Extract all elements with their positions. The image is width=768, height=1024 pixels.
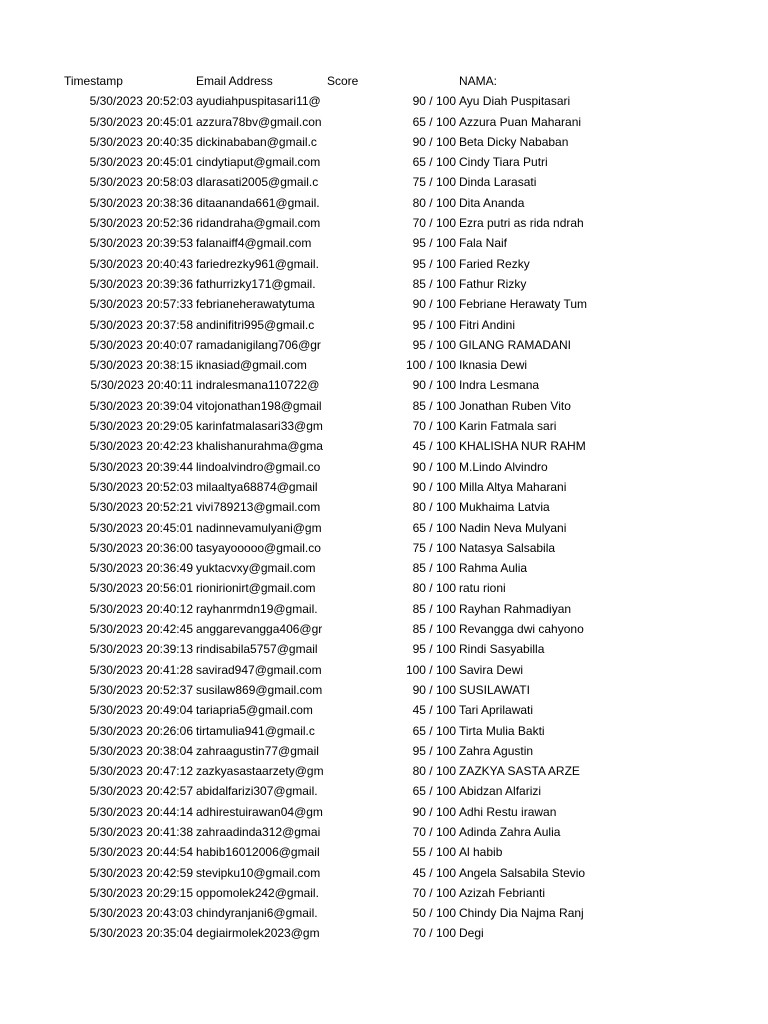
score-cell: 90 / 100	[412, 479, 456, 494]
name-cell: Dinda Larasati	[459, 175, 537, 190]
timestamp-cell: 5/30/2023 20:41:38	[89, 824, 193, 839]
table-row	[0, 335, 768, 355]
table-row	[0, 721, 768, 741]
timestamp-cell: 5/30/2023 20:52:37	[89, 682, 193, 697]
timestamp-cell: 5/30/2023 20:29:15	[89, 885, 193, 900]
email-cell: ramadanigilang706@gr	[196, 337, 321, 352]
email-cell: rayhanrmdn19@gmail.	[196, 601, 318, 616]
email-cell: dickinababan@gmail.c	[196, 134, 317, 149]
table-row	[0, 355, 768, 375]
name-cell: Degi	[459, 926, 484, 941]
name-cell: Tirta Mulia Bakti	[459, 723, 545, 738]
email-cell: oppomolek242@gmail.	[196, 885, 319, 900]
table-row	[0, 923, 768, 943]
score-cell: 80 / 100	[412, 195, 456, 210]
header-timestamp: Timestamp	[64, 74, 123, 88]
name-cell: ratu rioni	[459, 581, 506, 596]
score-cell: 85 / 100	[412, 622, 456, 637]
timestamp-cell: 5/30/2023 20:37:58	[89, 317, 193, 332]
name-cell: Jonathan Ruben Vito	[459, 398, 571, 413]
name-cell: Karin Fatmala sari	[459, 419, 557, 434]
table-row	[0, 254, 768, 274]
score-cell: 70 / 100	[412, 419, 456, 434]
score-cell: 80 / 100	[412, 500, 456, 515]
score-cell: 75 / 100	[412, 540, 456, 555]
name-cell: Azizah Febrianti	[459, 885, 546, 900]
timestamp-cell: 5/30/2023 20:42:59	[89, 865, 193, 880]
score-cell: 85 / 100	[412, 561, 456, 576]
timestamp-cell: 5/30/2023 20:40:35	[89, 134, 193, 149]
email-cell: abidalfarizi307@gmail.	[196, 784, 318, 799]
table-row	[0, 315, 768, 335]
name-cell: Revangga dwi cahyono	[459, 622, 584, 637]
timestamp-cell: 5/30/2023 20:40:43	[89, 256, 193, 271]
timestamp-cell: 5/30/2023 20:36:00	[89, 540, 193, 555]
email-cell: yuktacvxy@gmail.com	[196, 561, 316, 576]
name-cell: Milla Altya Maharani	[459, 479, 567, 494]
score-cell: 65 / 100	[412, 155, 456, 170]
email-cell: karinfatmalasari33@gm	[196, 419, 323, 434]
timestamp-cell: 5/30/2023 20:58:03	[89, 175, 193, 190]
header-row	[0, 71, 768, 91]
name-cell: Savira Dewi	[459, 662, 524, 677]
name-cell: Zahra Agustin	[459, 743, 534, 758]
email-cell: rionirionirt@gmail.com	[196, 581, 316, 596]
score-cell: 70 / 100	[412, 216, 456, 231]
timestamp-cell: 5/30/2023 20:41:28	[89, 662, 193, 677]
table-row	[0, 822, 768, 842]
timestamp-cell: 5/30/2023 20:52:21	[89, 500, 193, 515]
email-cell: dlarasati2005@gmail.c	[196, 175, 319, 190]
email-cell: fariedrezky961@gmail.	[196, 256, 319, 271]
table-row	[0, 518, 768, 538]
timestamp-cell: 5/30/2023 20:52:03	[89, 479, 193, 494]
email-cell: iknasiad@gmail.com	[196, 358, 307, 373]
email-cell: lindoalvindro@gmail.co	[196, 459, 321, 474]
email-cell: anggarevangga406@gr	[196, 622, 323, 637]
name-cell: Chindy Dia Najma Ranj	[459, 906, 584, 921]
email-cell: habib16012006@gmail	[196, 845, 320, 860]
timestamp-cell: 5/30/2023 20:42:23	[89, 439, 193, 454]
name-cell: Al habib	[459, 845, 503, 860]
name-cell: Natasya Salsabila	[459, 540, 556, 555]
score-cell: 100 / 100	[405, 662, 456, 677]
table-row	[0, 416, 768, 436]
score-cell: 85 / 100	[412, 601, 456, 616]
score-cell: 70 / 100	[412, 926, 456, 941]
table-row	[0, 802, 768, 822]
name-cell: Faried Rezky	[459, 256, 530, 271]
score-cell: 90 / 100	[412, 804, 456, 819]
score-cell: 80 / 100	[412, 581, 456, 596]
table-row	[0, 781, 768, 801]
score-cell: 90 / 100	[412, 297, 456, 312]
timestamp-cell: 5/30/2023 20:45:01	[89, 114, 193, 129]
score-cell: 55 / 100	[412, 845, 456, 860]
table-row	[0, 274, 768, 294]
table-row	[0, 213, 768, 233]
timestamp-cell: 5/30/2023 20:47:12	[89, 764, 193, 779]
email-cell: ridandraha@gmail.com	[196, 216, 321, 231]
score-cell: 85 / 100	[412, 276, 456, 291]
table-row	[0, 497, 768, 517]
score-cell: 85 / 100	[412, 398, 456, 413]
timestamp-cell: 5/30/2023 20:29:05	[89, 419, 193, 434]
score-cell: 65 / 100	[412, 520, 456, 535]
table-row	[0, 700, 768, 720]
timestamp-cell: 5/30/2023 20:39:53	[89, 236, 193, 251]
email-cell: febrianeherawatytuma	[196, 297, 315, 312]
table-row	[0, 903, 768, 923]
timestamp-cell: 5/30/2023 20:36:49	[89, 561, 193, 576]
name-cell: Adinda Zahra Aulia	[459, 824, 561, 839]
timestamp-cell: 5/30/2023 20:39:04	[89, 398, 193, 413]
email-cell: stevipku10@gmail.com	[196, 865, 321, 880]
email-cell: andinifitri995@gmail.c	[196, 317, 315, 332]
timestamp-cell: 5/30/2023 20:44:14	[89, 804, 193, 819]
score-cell: 95 / 100	[412, 743, 456, 758]
score-cell: 45 / 100	[412, 439, 456, 454]
timestamp-cell: 5/30/2023 20:52:03	[89, 94, 193, 109]
score-cell: 90 / 100	[412, 94, 456, 109]
table-row	[0, 741, 768, 761]
name-cell: Beta Dicky Nababan	[459, 134, 569, 149]
table-row	[0, 883, 768, 903]
table-row	[0, 375, 768, 395]
email-cell: azzura78bv@gmail.con	[196, 114, 322, 129]
name-cell: KHALISHA NUR RAHM	[459, 439, 586, 454]
name-cell: Adhi Restu irawan	[459, 804, 557, 819]
timestamp-cell: 5/30/2023 20:43:03	[89, 906, 193, 921]
table-row	[0, 233, 768, 253]
name-cell: ZAZKYA SASTA ARZE	[459, 764, 580, 779]
table-row	[0, 619, 768, 639]
email-cell: rindisabila5757@gmail	[196, 642, 318, 657]
email-cell: chindyranjani6@gmail.	[196, 906, 318, 921]
score-cell: 50 / 100	[412, 906, 456, 921]
score-cell: 95 / 100	[412, 642, 456, 657]
table-row	[0, 599, 768, 619]
email-cell: ayudiahpuspitasari11@	[196, 94, 321, 109]
name-cell: Indra Lesmana	[459, 378, 540, 393]
timestamp-cell: 5/30/2023 20:39:44	[89, 459, 193, 474]
name-cell: Cindy Tiara Putri	[459, 155, 548, 170]
table-row	[0, 680, 768, 700]
score-cell: 65 / 100	[412, 114, 456, 129]
name-cell: Angela Salsabila Stevio	[459, 865, 586, 880]
timestamp-cell: 5/30/2023 20:45:01	[89, 155, 193, 170]
timestamp-cell: 5/30/2023 20:49:04	[89, 703, 193, 718]
name-cell: Dita Ananda	[459, 195, 525, 210]
score-cell: 45 / 100	[412, 865, 456, 880]
email-cell: tariapria5@gmail.com	[196, 703, 313, 718]
score-cell: 95 / 100	[412, 256, 456, 271]
table-row	[0, 436, 768, 456]
email-cell: zahraagustin77@gmail	[196, 743, 319, 758]
table-row	[0, 538, 768, 558]
score-cell: 90 / 100	[412, 682, 456, 697]
email-cell: khalishanurahma@gma	[196, 439, 323, 454]
table-row	[0, 558, 768, 578]
name-cell: Febriane Herawaty Tum	[459, 297, 588, 312]
email-cell: zahraadinda312@gmai	[196, 824, 321, 839]
table-row	[0, 639, 768, 659]
name-cell: Mukhaima Latvia	[459, 500, 550, 515]
header-email: Email Address	[196, 74, 273, 88]
name-cell: Abidzan Alfarizi	[459, 784, 542, 799]
score-cell: 75 / 100	[412, 175, 456, 190]
name-cell: Tari Aprilawati	[459, 703, 534, 718]
name-cell: Nadin Neva Mulyani	[459, 520, 567, 535]
table-row	[0, 132, 768, 152]
email-cell: ditaananda661@gmail.	[196, 195, 320, 210]
name-cell: GILANG RAMADANI	[459, 337, 572, 352]
name-cell: M.Lindo Alvindro	[459, 459, 548, 474]
name-cell: Fala Naif	[459, 236, 508, 251]
score-cell: 70 / 100	[412, 824, 456, 839]
name-cell: Fitri Andini	[459, 317, 516, 332]
name-cell: Rahma Aulia	[459, 561, 528, 576]
timestamp-cell: 5/30/2023 20:38:36	[89, 195, 193, 210]
score-cell: 90 / 100	[412, 134, 456, 149]
timestamp-cell: 5/30/2023 20:40:11	[90, 378, 193, 393]
email-cell: zazkyasastaarzety@gm	[196, 764, 324, 779]
score-cell: 90 / 100	[412, 459, 456, 474]
header-score: Score	[327, 74, 359, 88]
email-cell: tasyayooooo@gmail.co	[196, 540, 321, 555]
spreadsheet	[0, 71, 768, 944]
table-row	[0, 172, 768, 192]
timestamp-cell: 5/30/2023 20:44:54	[89, 845, 193, 860]
email-cell: adhirestuirawan04@gm	[196, 804, 323, 819]
timestamp-cell: 5/30/2023 20:26:06	[89, 723, 193, 738]
timestamp-cell: 5/30/2023 20:38:15	[89, 358, 193, 373]
score-cell: 45 / 100	[412, 703, 456, 718]
score-cell: 95 / 100	[412, 317, 456, 332]
name-cell: Azzura Puan Maharani	[459, 114, 582, 129]
email-cell: cindytiaput@gmail.com	[196, 155, 321, 170]
timestamp-cell: 5/30/2023 20:39:36	[89, 276, 193, 291]
timestamp-cell: 5/30/2023 20:56:01	[89, 581, 193, 596]
table-row	[0, 761, 768, 781]
email-cell: indralesmana110722@	[196, 378, 320, 393]
score-cell: 95 / 100	[412, 337, 456, 352]
name-cell: Rayhan Rahmadiyan	[459, 601, 572, 616]
email-cell: susilaw869@gmail.com	[196, 682, 323, 697]
score-cell: 95 / 100	[412, 236, 456, 251]
email-cell: fathurrizky171@gmail.	[196, 276, 316, 291]
table-row	[0, 396, 768, 416]
table-row	[0, 578, 768, 598]
email-cell: falanaiff4@gmail.com	[196, 236, 312, 251]
score-cell: 80 / 100	[412, 764, 456, 779]
table-row	[0, 660, 768, 680]
table-row	[0, 294, 768, 314]
timestamp-cell: 5/30/2023 20:40:07	[89, 337, 193, 352]
name-cell: Ayu Diah Puspitasari	[459, 94, 571, 109]
table-row	[0, 457, 768, 477]
email-cell: savirad947@gmail.com	[196, 662, 322, 677]
score-cell: 90 / 100	[412, 378, 456, 393]
email-cell: degiairmolek2023@gm	[196, 926, 320, 941]
email-cell: nadinnevamulyani@gm	[196, 520, 322, 535]
table-row	[0, 863, 768, 883]
score-cell: 65 / 100	[412, 723, 456, 738]
header-name: NAMA:	[459, 74, 498, 88]
name-cell: Iknasia Dewi	[459, 358, 528, 373]
name-cell: Rindi Sasyabilla	[459, 642, 545, 657]
name-cell: Fathur Rizky	[459, 276, 527, 291]
score-cell: 70 / 100	[412, 885, 456, 900]
timestamp-cell: 5/30/2023 20:52:36	[89, 216, 193, 231]
email-cell: milaaltya68874@gmail	[196, 479, 318, 494]
table-body	[0, 91, 768, 943]
table-row	[0, 842, 768, 862]
email-cell: vitojonathan198@gmail	[196, 398, 322, 413]
email-cell: vivi789213@gmail.com	[196, 500, 321, 515]
table-row	[0, 477, 768, 497]
timestamp-cell: 5/30/2023 20:57:33	[89, 297, 193, 312]
table-row	[0, 112, 768, 132]
timestamp-cell: 5/30/2023 20:35:04	[89, 926, 193, 941]
timestamp-cell: 5/30/2023 20:42:57	[89, 784, 193, 799]
timestamp-cell: 5/30/2023 20:45:01	[89, 520, 193, 535]
table-row	[0, 91, 768, 111]
timestamp-cell: 5/30/2023 20:39:13	[89, 642, 193, 657]
name-cell: SUSILAWATI	[459, 682, 530, 697]
email-cell: tirtamulia941@gmail.c	[196, 723, 315, 738]
score-cell: 65 / 100	[412, 784, 456, 799]
name-cell: Ezra putri as rida ndrah	[459, 216, 584, 231]
score-cell: 100 / 100	[405, 358, 456, 373]
table-row	[0, 193, 768, 213]
timestamp-cell: 5/30/2023 20:40:12	[89, 601, 193, 616]
timestamp-cell: 5/30/2023 20:38:04	[89, 743, 193, 758]
table-row	[0, 152, 768, 172]
timestamp-cell: 5/30/2023 20:42:45	[89, 622, 193, 637]
